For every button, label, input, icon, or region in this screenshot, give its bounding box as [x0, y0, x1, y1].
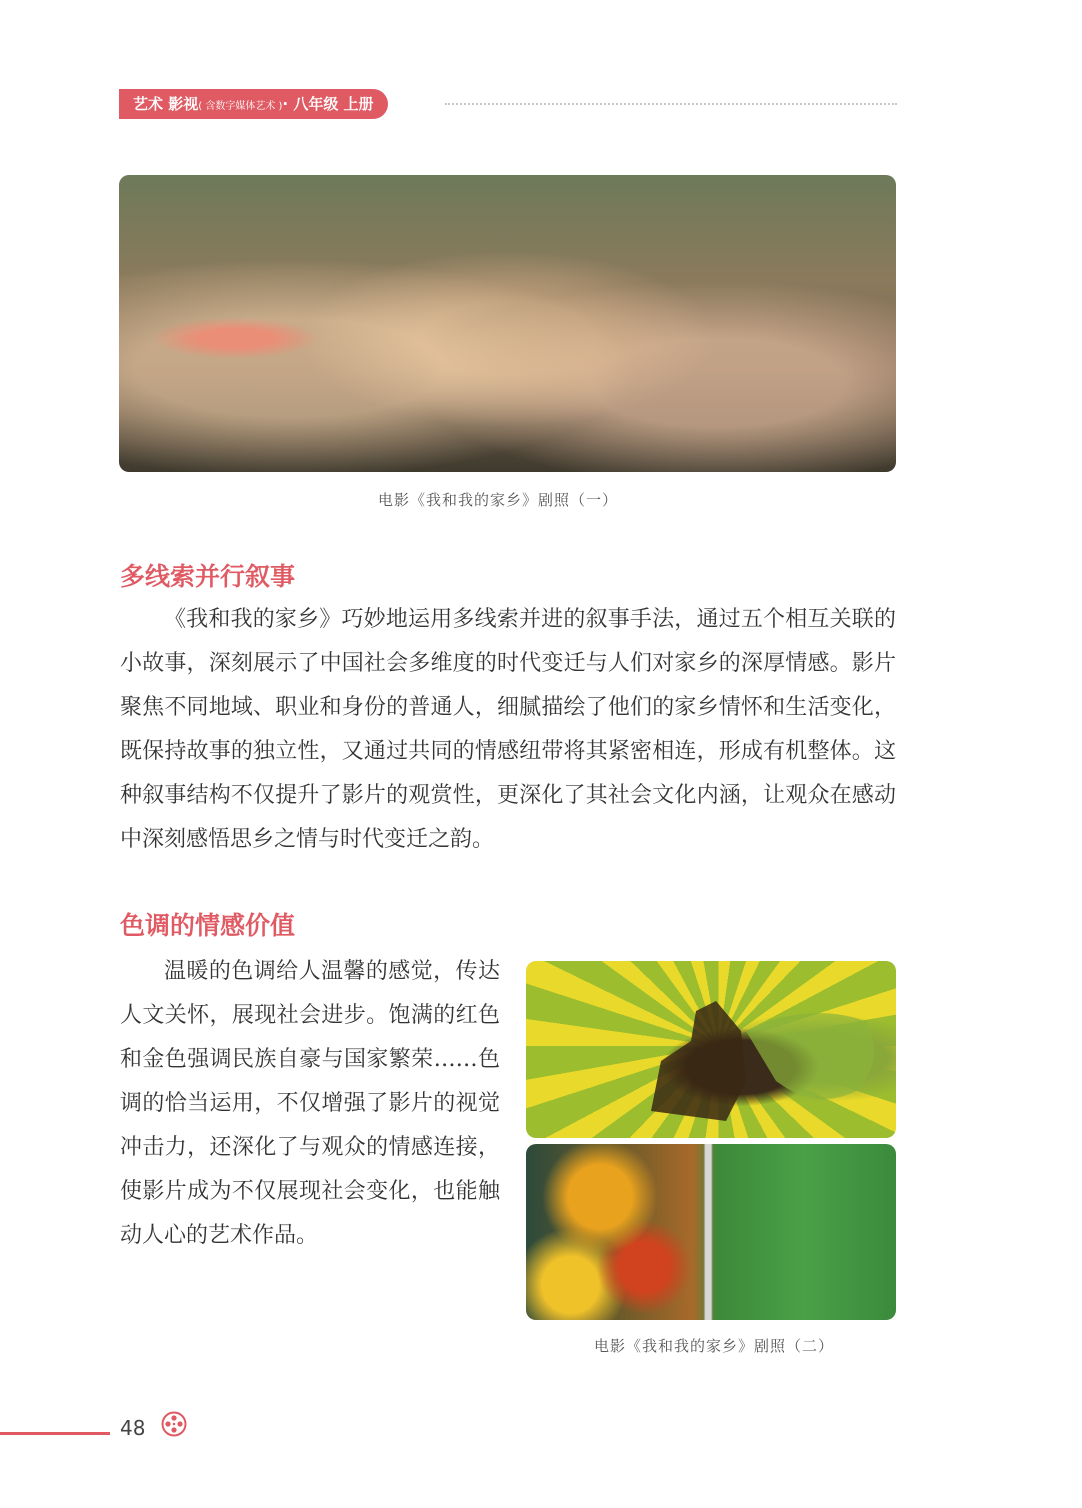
header-title-bar — [119, 89, 388, 119]
header-dotted-rule — [445, 103, 897, 105]
figure-caption-1: 电影《我和我的家乡》剧照（一） — [378, 491, 619, 509]
movie-still-2-field-art — [526, 961, 896, 1138]
film-reel-icon — [161, 1411, 187, 1437]
section-title-1: 多线索并行叙事 — [120, 562, 296, 591]
movie-still-1 — [119, 175, 896, 472]
header-title-grade: · 八年级 上册 — [282, 95, 374, 113]
footer-accent-line — [0, 1432, 110, 1435]
section-body-2: 温暖的色调给人温馨的感觉，传达人文关怀，展现社会进步。饱满的红色和金色强调民族自豪与国家繁荣……色调的恰当运用，不仅增强了影片的视觉冲击力，还深化了与观众的情感连接，使影片成为不仅展现社会变化，也能触动人心的艺术作品。 — [120, 959, 500, 1248]
figure-caption-2: 电影《我和我的家乡》剧照（二） — [594, 1337, 835, 1355]
page-number: 48 — [120, 1416, 146, 1440]
train-silhouette-icon — [526, 961, 896, 1138]
section-title-2: 色调的情感价值 — [120, 911, 296, 940]
section-body-1: 《我和我的家乡》巧妙地运用多线索并进的叙事手法，通过五个相互关联的小故事，深刻展示了中国社会多维度的时代变迁与人们对家乡的深厚情感。影片聚焦不同地域、职业和身份的普通人，细腻描绘了他们的家乡情怀和生活变化，既保持故事的独立性，又通过共同的情感纽带将其紧密相连，形成有机整体。这种叙事结构不仅提升了影片的观赏性，更深化了其社会文化内涵，让观众在感动中深刻感悟思乡之情与时代变迁之韵。 — [120, 607, 896, 852]
header-title-paren: ( 含数字媒体艺术 ) — [198, 101, 283, 112]
movie-still-2-forest — [526, 1144, 896, 1320]
header-title-main: 艺术 影视 — [133, 95, 199, 113]
